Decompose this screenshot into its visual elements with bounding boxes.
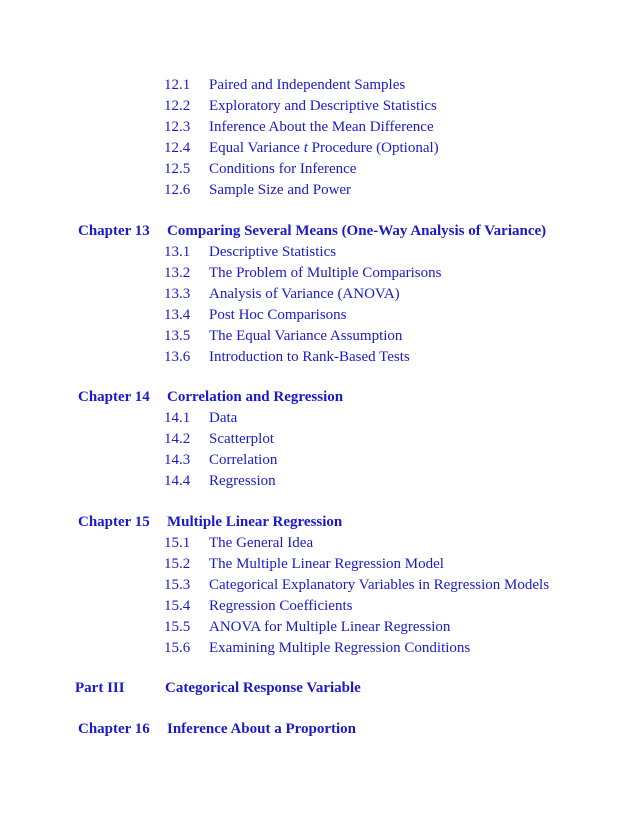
section-title[interactable]: The General Idea: [209, 535, 314, 551]
section-number: 12.3: [164, 119, 191, 135]
section-number: 12.4: [164, 140, 191, 156]
section-title[interactable]: Inference About the Mean Difference: [209, 119, 434, 135]
section-title[interactable]: Paired and Independent Samples: [209, 77, 406, 93]
chapter-title[interactable]: Correlation and Regression: [167, 389, 344, 405]
section-title-part: Procedure (Optional): [307, 140, 439, 156]
section-number: 15.4: [164, 598, 191, 614]
section-title[interactable]: Regression: [209, 473, 276, 489]
section-number: 13.6: [164, 349, 191, 365]
section-title[interactable]: Conditions for Inference: [209, 161, 357, 177]
section-title[interactable]: ANOVA for Multiple Linear Regression: [209, 619, 451, 635]
section-title[interactable]: Correlation: [209, 452, 278, 468]
section-title[interactable]: Examining Multiple Regression Conditions: [209, 640, 471, 656]
section-number: 14.3: [164, 452, 191, 468]
section-title[interactable]: Analysis of Variance (ANOVA): [209, 286, 400, 302]
section-title-italic: t: [303, 140, 308, 156]
section-number: 15.1: [164, 535, 191, 551]
section-title[interactable]: Exploratory and Descriptive Statistics: [209, 98, 437, 114]
chapter-title[interactable]: Comparing Several Means (One-Way Analysis of Variance): [167, 223, 547, 239]
section-number: 13.3: [164, 286, 191, 302]
section-number: 14.2: [164, 431, 191, 447]
section-title[interactable]: The Equal Variance Assumption: [209, 328, 403, 344]
section-title[interactable]: Data: [209, 410, 238, 426]
chapter-label: Chapter 15: [78, 514, 150, 530]
section-number: 14.1: [164, 410, 191, 426]
section-number: 12.1: [164, 77, 191, 93]
section-number: 14.4: [164, 473, 191, 489]
section-title-part: Equal Variance: [209, 140, 304, 156]
section-number: 15.5: [164, 619, 191, 635]
section-title[interactable]: Sample Size and Power: [209, 182, 352, 198]
section-number: 12.5: [164, 161, 191, 177]
section-title[interactable]: Introduction to Rank-Based Tests: [209, 349, 410, 365]
part-label: Part III: [75, 680, 125, 696]
section-number: 15.2: [164, 556, 191, 572]
section-number: 12.6: [164, 182, 191, 198]
part-title[interactable]: Categorical Response Variable: [165, 680, 361, 696]
chapter-label: Chapter 13: [78, 223, 150, 239]
section-title[interactable]: [209, 138, 439, 158]
chapter-title[interactable]: Multiple Linear Regression: [167, 514, 343, 530]
section-title[interactable]: The Problem of Multiple Comparisons: [209, 265, 442, 281]
chapter-label: Chapter 16: [78, 721, 150, 737]
section-number: 13.4: [164, 307, 191, 323]
section-title[interactable]: Descriptive Statistics: [209, 244, 337, 260]
section-number: 15.3: [164, 577, 191, 593]
section-number: 13.5: [164, 328, 191, 344]
section-number: 15.6: [164, 640, 191, 656]
section-title[interactable]: Categorical Explanatory Variables in Regression Models: [209, 577, 550, 593]
section-title[interactable]: The Multiple Linear Regression Model: [209, 556, 444, 572]
section-number: 13.2: [164, 265, 191, 281]
section-title[interactable]: Regression Coefficients: [209, 598, 353, 614]
section-title[interactable]: Scatterplot: [209, 431, 274, 447]
section-number: 13.1: [164, 244, 191, 260]
chapter-title[interactable]: Inference About a Proportion: [167, 721, 357, 737]
section-number: 12.2: [164, 98, 191, 114]
section-title[interactable]: Post Hoc Comparisons: [209, 307, 347, 323]
chapter-label: Chapter 14: [78, 389, 150, 405]
